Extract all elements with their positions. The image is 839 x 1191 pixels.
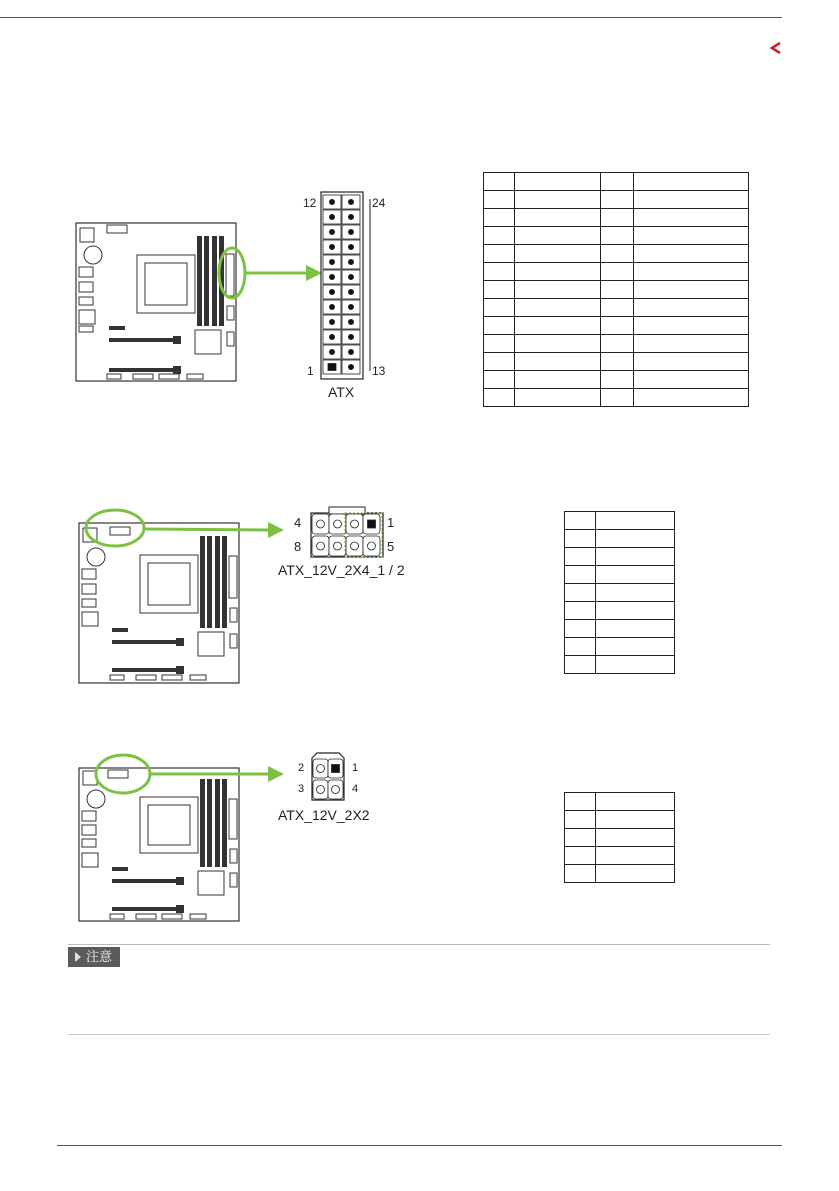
atx4-table-cell xyxy=(596,793,675,811)
atx-table-row xyxy=(484,209,749,227)
atx8-table-row xyxy=(565,584,675,602)
atx8-table-row xyxy=(565,638,675,656)
atx-table-cell xyxy=(601,299,634,317)
atx4-table-row xyxy=(565,847,675,865)
note-bottom-rule xyxy=(68,1034,770,1035)
atx-table-row xyxy=(484,389,749,407)
atx-table-cell xyxy=(484,263,515,281)
atx-table-cell xyxy=(601,173,634,191)
atx8-table-cell xyxy=(565,512,596,530)
atx-table-cell xyxy=(484,353,515,371)
atx8-table-cell xyxy=(596,656,675,674)
atx-24pin-connector xyxy=(319,191,379,381)
atx8-table-cell xyxy=(596,620,675,638)
note-top-rule xyxy=(68,944,770,945)
atx-table-cell xyxy=(601,245,634,263)
atx-table-row xyxy=(484,263,749,281)
atx4-table-cell xyxy=(596,847,675,865)
note-badge xyxy=(68,947,120,967)
atx8-table-cell xyxy=(596,548,675,566)
atx-pin-dot xyxy=(329,229,334,234)
atx8-pin1-label: 1 xyxy=(387,515,395,530)
atx-table-cell xyxy=(515,245,601,263)
atx8-table-cell xyxy=(565,656,596,674)
triangle-icon xyxy=(75,952,81,962)
atx-table-cell xyxy=(484,371,515,389)
atx-pin-dot xyxy=(348,364,353,369)
atx-connector-name: ATX xyxy=(328,384,355,400)
header-rule xyxy=(0,17,782,18)
atx-pin-dot xyxy=(348,349,353,354)
atx-table-cell xyxy=(634,299,749,317)
atx-table-cell xyxy=(634,209,749,227)
atx8-table-row xyxy=(565,566,675,584)
atx-table-cell xyxy=(601,281,634,299)
atx4-pin3-label: 3 xyxy=(298,783,305,795)
atx8-table-cell xyxy=(565,584,596,602)
atx-table-cell xyxy=(601,227,634,245)
atx-12v-2x2-connector xyxy=(307,752,349,802)
atx-table-cell xyxy=(634,191,749,209)
atx-table-cell xyxy=(515,317,601,335)
atx4-connector-name: ATX_12V_2X2 xyxy=(278,807,370,823)
atx-pin-dot xyxy=(329,289,334,294)
atx4-table-cell xyxy=(565,811,596,829)
atx-table-cell xyxy=(515,281,601,299)
atx-table-cell xyxy=(634,371,749,389)
highlight-arrow-atx xyxy=(212,245,327,301)
atx4-pinout-table xyxy=(564,792,675,883)
atx-table-cell xyxy=(515,371,601,389)
atx-table-cell xyxy=(634,335,749,353)
atx8-pin8-label: 8 xyxy=(294,539,302,554)
atx-table-cell xyxy=(515,191,601,209)
atx-table-cell xyxy=(601,317,634,335)
atx-pin-dot xyxy=(348,244,353,249)
atx-table-cell xyxy=(634,245,749,263)
atx-table-cell xyxy=(515,263,601,281)
atx-pin1-label: 1 xyxy=(307,364,314,378)
atx8-table-cell xyxy=(596,566,675,584)
atx-pin-dot xyxy=(329,199,334,204)
atx-pin1-marker xyxy=(328,364,336,371)
atx-table-cell xyxy=(601,335,634,353)
atx4-pin2-label: 2 xyxy=(298,762,305,774)
atx8-table-cell xyxy=(596,602,675,620)
atx-table-cell xyxy=(484,317,515,335)
atx4-table-cell xyxy=(596,865,675,883)
atx-table-row xyxy=(484,317,749,335)
atx8-table-cell xyxy=(565,602,596,620)
atx-table-cell xyxy=(515,299,601,317)
atx-table-cell xyxy=(634,353,749,371)
atx-table-row xyxy=(484,173,749,191)
atx-table-row xyxy=(484,335,749,353)
atx-table-row xyxy=(484,371,749,389)
atx-pin24-label: 24 xyxy=(372,196,386,210)
atx8-table-cell xyxy=(565,548,596,566)
atx-table-row xyxy=(484,227,749,245)
atx-table-cell xyxy=(601,209,634,227)
highlight-arrow-2x2 xyxy=(92,751,292,797)
atx4-table-cell xyxy=(596,829,675,847)
atx4-pin4-label: 4 xyxy=(352,783,359,795)
atx4-table-cell xyxy=(565,793,596,811)
atx4-table-row xyxy=(565,811,675,829)
atx-table-cell xyxy=(515,335,601,353)
atx-pin-dot xyxy=(348,304,353,309)
atx-table-cell xyxy=(634,173,749,191)
atx-pin13-label: 13 xyxy=(372,364,386,378)
atx-pin-dot xyxy=(348,199,353,204)
atx-table-cell xyxy=(484,335,515,353)
atx-table-cell xyxy=(515,353,601,371)
chevron-left-icon[interactable] xyxy=(768,40,784,56)
atx-pin-dot xyxy=(348,229,353,234)
atx-table-cell xyxy=(484,173,515,191)
atx-table-cell xyxy=(601,191,634,209)
atx8-connector-name: ATX_12V_2X4_1 / 2 xyxy=(278,562,405,578)
atx-table-cell xyxy=(601,353,634,371)
atx-table-cell xyxy=(634,389,749,407)
atx-pin-dot xyxy=(348,319,353,324)
atx8-table-row xyxy=(565,512,675,530)
atx8-pinout-table xyxy=(564,511,675,674)
atx-table-cell xyxy=(515,227,601,245)
atx4-pin1-label: 1 xyxy=(352,762,359,774)
atx8-pin5-label: 5 xyxy=(387,539,395,554)
atx-table-cell xyxy=(515,389,601,407)
atx-table-cell xyxy=(601,263,634,281)
atx8-table-cell xyxy=(596,530,675,548)
atx-table-cell xyxy=(484,227,515,245)
atx-pinout-table xyxy=(483,172,749,407)
atx-pin-dot xyxy=(348,274,353,279)
atx-table-row xyxy=(484,245,749,263)
atx8-table-row xyxy=(565,530,675,548)
atx8-table-cell xyxy=(565,566,596,584)
atx8-table-row xyxy=(565,548,675,566)
atx8-table-cell xyxy=(565,530,596,548)
atx4-table-cell xyxy=(565,829,596,847)
note-label: 注意 xyxy=(86,949,113,964)
atx-table-cell xyxy=(634,281,749,299)
highlight-arrow-2x4 xyxy=(82,506,292,550)
atx-pin-dot xyxy=(348,259,353,264)
atx-pin-dot xyxy=(348,214,353,219)
atx8-table-row xyxy=(565,602,675,620)
atx-pin-dot xyxy=(329,304,334,309)
atx-pin-dot xyxy=(329,319,334,324)
atx4-table-cell xyxy=(596,811,675,829)
atx-pin-dot xyxy=(329,259,334,264)
atx-pin-dot xyxy=(329,214,334,219)
atx-table-cell xyxy=(634,227,749,245)
atx-table-cell xyxy=(484,191,515,209)
atx-pin-dot xyxy=(329,334,334,339)
atx-12v-2x4-connector xyxy=(306,506,386,560)
atx-table-cell xyxy=(484,245,515,263)
atx4-table-row xyxy=(565,829,675,847)
atx8-table-row xyxy=(565,620,675,638)
atx-table-cell xyxy=(601,389,634,407)
atx-table-cell xyxy=(484,209,515,227)
atx8-table-cell xyxy=(596,638,675,656)
atx-table-cell xyxy=(515,173,601,191)
atx8-table-row xyxy=(565,656,675,674)
atx-table-cell xyxy=(484,299,515,317)
footer-rule xyxy=(57,1145,782,1146)
atx4-table-cell xyxy=(565,847,596,865)
atx-table-cell xyxy=(484,281,515,299)
atx4-table-row xyxy=(565,793,675,811)
atx-table-cell xyxy=(634,263,749,281)
atx4-table-row xyxy=(565,865,675,883)
atx-pin-dot xyxy=(329,274,334,279)
atx-table-row xyxy=(484,353,749,371)
atx-table-cell xyxy=(634,317,749,335)
atx8-pin4-label: 4 xyxy=(294,515,302,530)
atx8-table-cell xyxy=(565,620,596,638)
atx-table-cell xyxy=(515,209,601,227)
atx-pin-dot xyxy=(348,289,353,294)
atx-table-row xyxy=(484,281,749,299)
atx8-table-cell xyxy=(565,638,596,656)
atx-pin12-label: 12 xyxy=(303,196,317,210)
atx-pin-dot xyxy=(329,349,334,354)
atx4-table-cell xyxy=(565,865,596,883)
atx-pin-dot xyxy=(348,334,353,339)
atx-table-row xyxy=(484,299,749,317)
atx-table-cell xyxy=(601,371,634,389)
atx-pin-dot xyxy=(329,244,334,249)
atx-table-row xyxy=(484,191,749,209)
atx-table-cell xyxy=(484,389,515,407)
atx8-table-cell xyxy=(596,512,675,530)
atx8-table-cell xyxy=(596,584,675,602)
